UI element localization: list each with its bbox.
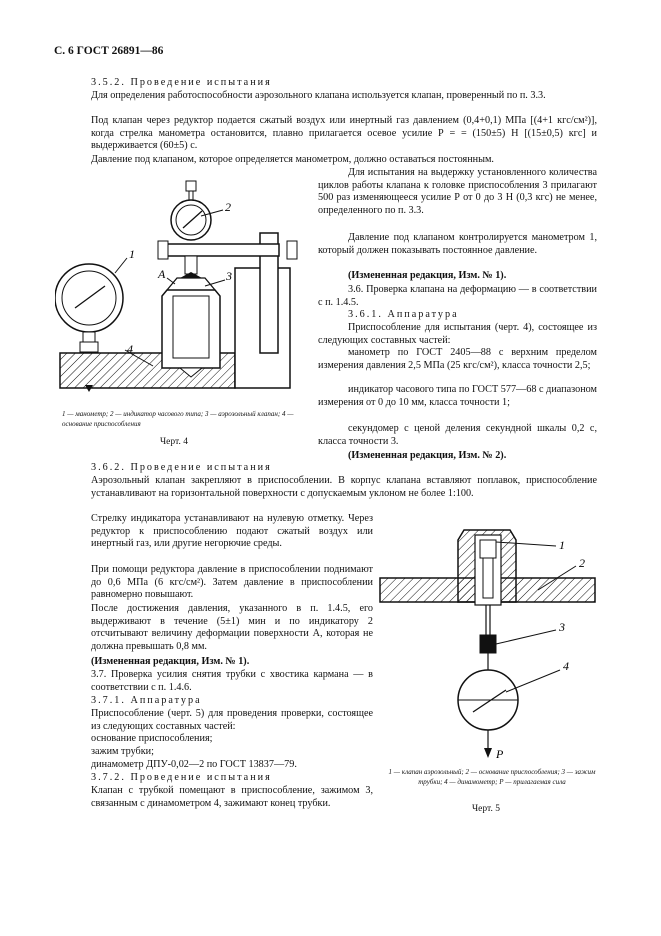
figure-5-title: Черт. 5 xyxy=(472,804,500,814)
fig4-label: 4 xyxy=(127,342,133,356)
page-header: С. 6 ГОСТ 26891—86 xyxy=(54,45,164,57)
paragraph: Для испытания на выдержку установленного количества циклов работы клапана к головке приспособления 3 прилагают 500 раз изменяющееся усилие Р от 0 до 3 Н (0,3 кгс) не менее, определенного по п. 3.3. xyxy=(318,167,597,216)
paragraph: Приспособление для испытания (черт. 4), состоящее из следующих составных частей: xyxy=(318,322,597,346)
fig4-label: 1 xyxy=(129,247,135,261)
fig5-label: 2 xyxy=(579,556,585,570)
revision-note: (Измененная редакция, Изм. № 1). xyxy=(91,656,250,667)
paragraph: Под клапан через редуктор подается сжатый воздух или инертный газ давлением (0,4+0,1) МПа [(4+1 кгс/см²)], когда стрелка манометра остановится, плавно прилагается осевое усилие Р = = (150±5) Н [(15±0,5) кгс] и выдерживается (60±5) с. xyxy=(91,115,597,151)
list-item: секундомер с ценой деления секундной шкалы 0,2 с, класса точности 3. xyxy=(318,423,597,447)
fig5-label: 4 xyxy=(563,659,569,673)
revision-note: (Измененная редакция, Изм. № 2). xyxy=(348,450,507,461)
paragraph: Для определения работоспособности аэрозольного клапана используется клапан, проверенный по п. 3.3. xyxy=(91,90,546,101)
fig4-label: 3 xyxy=(226,269,232,283)
list-item: динамометр ДПУ-0,02—2 по ГОСТ 13837—79. xyxy=(91,759,297,770)
paragraph: Приспособление (черт. 5) для проведения проверки, состоящее из следующих составных частей: xyxy=(91,708,373,732)
figure-5-drawing xyxy=(378,520,603,760)
list-item: зажим трубки; xyxy=(91,746,154,757)
section-heading-3-5-2: 3.5.2. Проведение испытания xyxy=(91,77,272,88)
list-item: индикатор часового типа по ГОСТ 577—68 с диапазоном измерения от 0 до 10 мм, класса точности 1; xyxy=(318,384,597,408)
figure-4-caption: 1 — манометр; 2 — индикатор часового типа; 3 — аэрозольный клапан; 4 — основание приспособления xyxy=(62,410,294,428)
figure-4-title: Черт. 4 xyxy=(160,437,188,447)
fig4-label: 2 xyxy=(225,200,231,214)
paragraph: Стрелку индикатора устанавливают на нулевую отметку. Через редуктор к приспособлению подают сжатый воздух или инертный газ, или другие негорючие среды. xyxy=(91,513,373,549)
subsection-heading: 3.6.2. Проведение испытания xyxy=(91,462,272,473)
fig5-label: Р xyxy=(496,747,504,760)
subsection-heading: 3.7.1. Аппаратура xyxy=(91,695,202,706)
figure-5-caption: 1 — клапан аэрозольный; 2 — основание приспособления; 3 — зажим трубки; 4 — динамометр; Р — прилагаемая сила xyxy=(388,768,596,786)
figure-4-drawing xyxy=(55,178,305,408)
subsection-heading: 3.7.2. Проведение испытания xyxy=(91,772,272,783)
paragraph: Клапан с трубкой помещают в приспособление, зажимом 3, связанным с динамометром 4, зажимают конец трубки. xyxy=(91,785,373,809)
list-item: манометр по ГОСТ 2405—88 с верхним пределом измерения давления 2,5 МПа (25 кгс/см²), класса точности 2,5; xyxy=(318,347,597,371)
paragraph: Давление под клапаном контролируется манометром 1, который должен показывать постоянное давление. xyxy=(318,232,597,256)
section-title-3-6: 3.6. Проверка клапана на деформацию — в соответствии с п. 1.4.5. xyxy=(318,284,597,308)
section-title-3-7: 3.7. Проверка усилия снятия трубки с хвостика кармана — в соответствии с п. 1.4.6. xyxy=(91,669,373,693)
fig5-label: 3 xyxy=(559,620,565,634)
subsection-heading: 3.6.1. Аппаратура xyxy=(348,309,459,320)
fig5-label: 1 xyxy=(559,538,565,552)
fig4-label: А xyxy=(158,267,166,281)
revision-note: (Измененная редакция, Изм. № 1). xyxy=(348,270,507,281)
paragraph: Давление под клапаном, которое определяется манометром, должно оставаться постоянным. xyxy=(91,154,494,165)
paragraph: Аэрозольный клапан закрепляют в приспособлении. В корпус клапана вставляют поплавок, приспособление устанавливают на горизонтальной поверхности с допускаемым уклоном не более 1:100. xyxy=(91,475,597,499)
paragraph: После достижения давления, указанного в п. 1.4.5, его выдерживают в течение (5±1) мин и по индикатору 2 отсчитывают величину деформации поверхности А, которая не должна превышать 0,8 мм. xyxy=(91,603,373,652)
list-item: основание приспособления; xyxy=(91,733,213,744)
paragraph: При помощи редуктора давление в приспособлении поднимают до 0,6 МПа (6 кгс/см²). Затем давление в приспособлении равномерно повышают. xyxy=(91,564,373,600)
